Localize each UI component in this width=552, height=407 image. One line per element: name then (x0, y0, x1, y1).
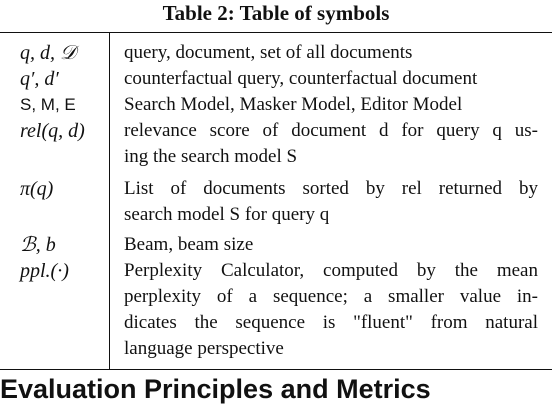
description-line: Beam, beam size (124, 234, 254, 255)
description-cell (124, 66, 538, 92)
table-column-divider (109, 33, 110, 369)
description-line: search model S for query q (124, 204, 330, 225)
description-cell (124, 40, 538, 66)
symbol-cell: q′, d′ (20, 68, 59, 90)
description-line: dicates the sequence is "fluent" from natural (124, 312, 538, 333)
description-line: query, document, set of all documents (124, 42, 413, 63)
symbol-cell: S, M, E (20, 95, 76, 114)
description-line: perplexity of a sequence; a smaller value in- (124, 286, 538, 307)
description-line: counterfactual query, counterfactual document (124, 68, 478, 89)
symbol-cell: ℬ, b (20, 234, 56, 256)
description-cell (124, 118, 538, 170)
symbol-cell: π(q) (20, 178, 54, 200)
symbol-cell: rel(q, d) (20, 120, 85, 142)
description-line: Perplexity Calculator, computed by the mean (124, 260, 538, 281)
table-bottom-rule (0, 369, 552, 370)
description-line: Search Model, Masker Model, Editor Model (124, 94, 463, 115)
description-line: language perspective (124, 338, 284, 359)
description-cell (124, 176, 538, 228)
section-heading: Evaluation Principles and Metrics (0, 374, 431, 404)
table-caption: Table 2: Table of symbols (162, 1, 390, 25)
description-cell (124, 92, 538, 118)
description-cell (124, 258, 538, 362)
symbol-cell: ppl.(·) (20, 260, 69, 282)
description-line: ing the search model S (124, 146, 298, 167)
description-line: relevance score of document d for query q us- (124, 120, 538, 141)
table-top-rule (0, 32, 552, 33)
description-line: List of documents sorted by rel returned by (124, 178, 538, 199)
symbol-cell: q, d, 𝒟 (20, 42, 76, 64)
description-cell (124, 232, 538, 258)
